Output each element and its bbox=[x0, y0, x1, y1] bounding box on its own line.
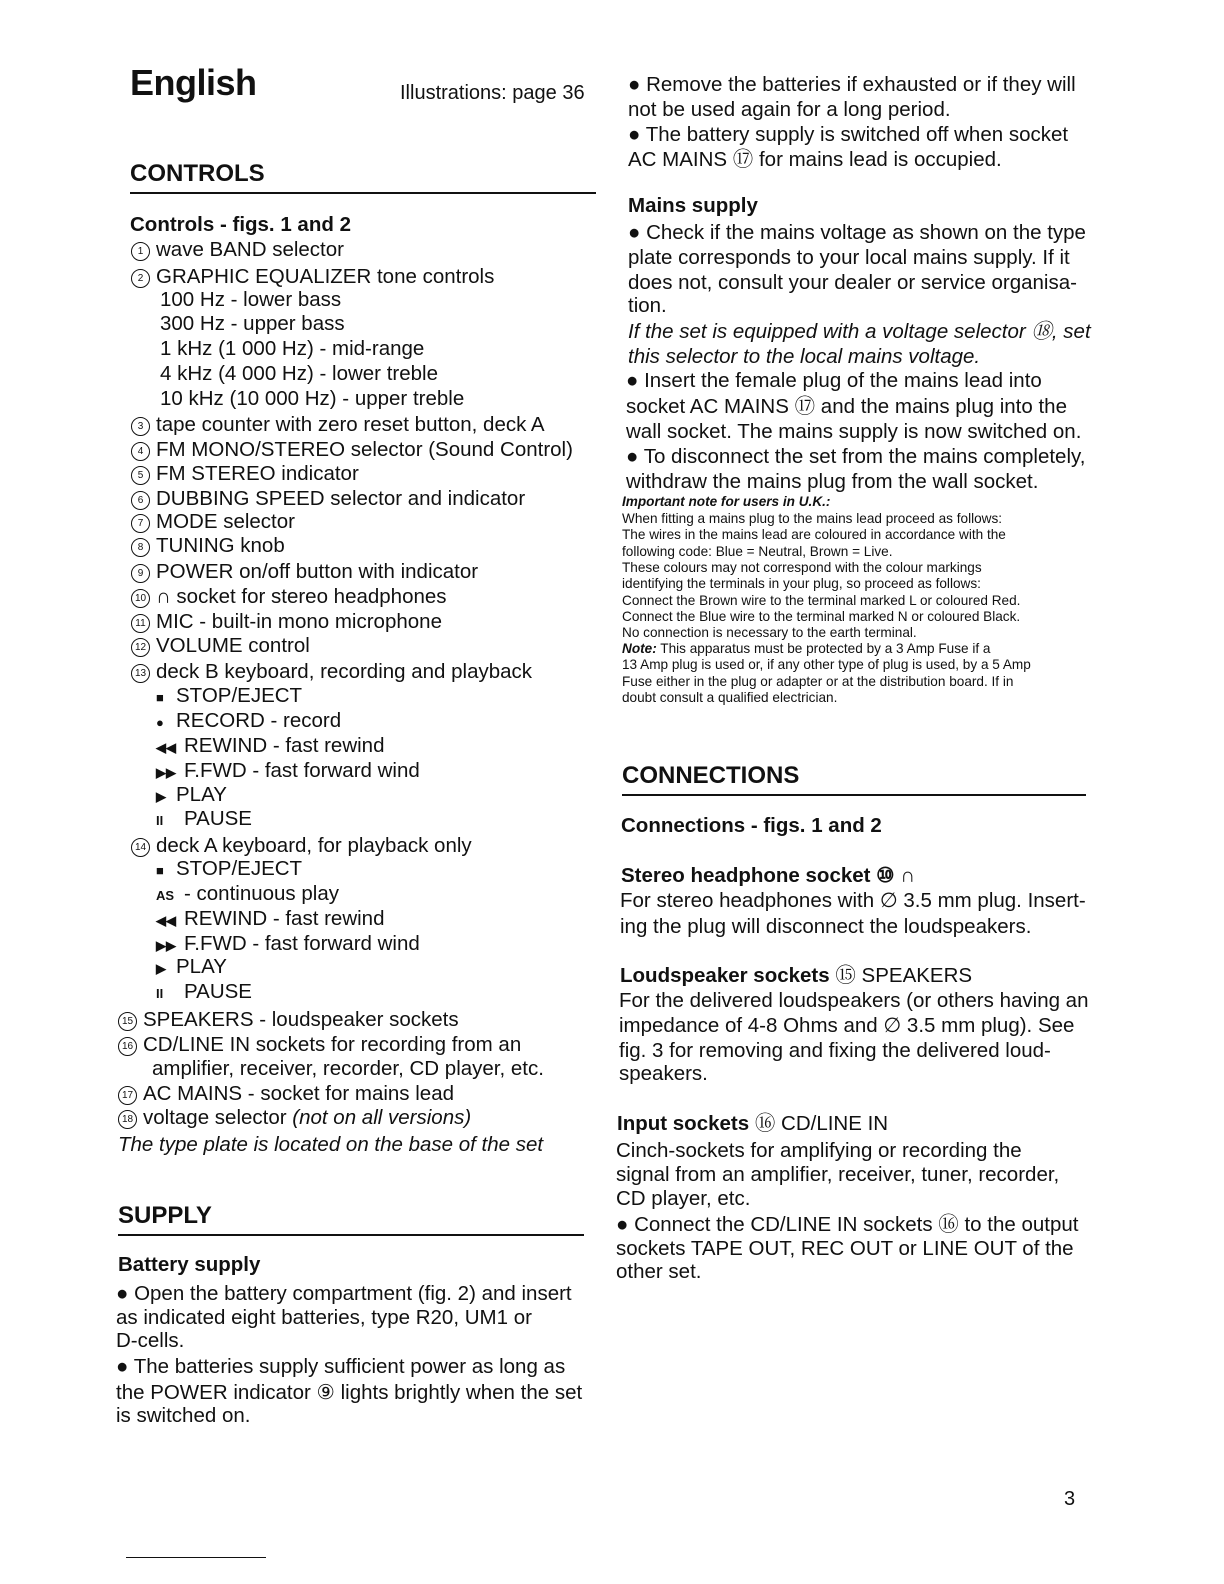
item-number-badge: 9 bbox=[131, 564, 150, 583]
page-number: 3 bbox=[1064, 1488, 1076, 1510]
eq-band-item: 4 kHz (4 000 Hz) - lower treble bbox=[160, 362, 438, 385]
loudspeaker-text-line: speakers. bbox=[619, 1062, 708, 1085]
keyboard-item bbox=[156, 881, 339, 908]
headphone-socket-heading: Stereo headphone socket ⑩ ∩ bbox=[621, 864, 916, 887]
headphone-text-line: ing the plug will disconnect the loudspeakers. bbox=[620, 915, 1032, 938]
control-item bbox=[131, 659, 532, 684]
input-heading-bold: Input sockets bbox=[617, 1112, 750, 1135]
key-symbol-icon: II bbox=[156, 813, 164, 828]
item-number-badge: 17 bbox=[118, 1086, 137, 1105]
input-sockets-heading bbox=[617, 1111, 888, 1136]
control-item bbox=[118, 1105, 471, 1130]
control-item-label: FM MONO/STEREO selector (Sound Control) bbox=[156, 438, 573, 461]
key-symbol-icon: II bbox=[156, 986, 164, 1001]
mains-text-line: does not, consult your dealer or service organisa- bbox=[628, 271, 1077, 294]
item-number-badge: 6 bbox=[131, 491, 150, 510]
control-item bbox=[131, 559, 478, 584]
fuse-note bbox=[622, 641, 990, 657]
key-symbol-icon: ◀◀ bbox=[156, 913, 176, 928]
key-symbol-icon: ● bbox=[156, 715, 164, 730]
keyboard-item-label: - continuous play bbox=[184, 882, 339, 905]
mains-supply-heading: Mains supply bbox=[628, 194, 758, 217]
keyboard-item bbox=[156, 856, 302, 883]
keyboard-item bbox=[156, 733, 384, 760]
keyboard-item bbox=[156, 806, 252, 833]
battery-continued-line: AC MAINS ⑰ for mains lead is occupied. bbox=[628, 148, 1002, 171]
battery-continued-line: ● Remove the batteries if exhausted or if they will bbox=[628, 73, 1076, 96]
control-item bbox=[131, 633, 310, 658]
control-item-continued: amplifier, receiver, recorder, CD player, etc. bbox=[152, 1057, 544, 1080]
keyboard-item-label: F.FWD - fast forward wind bbox=[184, 932, 420, 955]
input-text-line: ● Connect the CD/LINE IN sockets ⑯ to the output bbox=[616, 1213, 1079, 1236]
item-number-badge: 14 bbox=[131, 838, 150, 857]
control-item bbox=[131, 437, 573, 462]
control-item bbox=[131, 461, 359, 486]
fuse-note-line: Fuse either in the plug or adapter or at the distribution board. If in bbox=[622, 673, 1014, 689]
key-symbol-icon: ▶ bbox=[156, 961, 166, 976]
headphone-text-line: For stereo headphones with ∅ 3.5 mm plug. Insert- bbox=[620, 889, 1086, 912]
mains-text-line: socket AC MAINS ⑰ and the mains plug into the bbox=[626, 395, 1067, 418]
key-symbol-icon: AS bbox=[156, 888, 175, 903]
control-item-label: SPEAKERS - loudspeaker sockets bbox=[143, 1008, 459, 1031]
control-item bbox=[131, 609, 442, 634]
uk-note-line: Connect the Brown wire to the terminal marked L or coloured Red. bbox=[622, 592, 1021, 608]
input-text-line: sockets TAPE OUT, REC OUT or LINE OUT of the bbox=[616, 1237, 1074, 1260]
controls-subheading: Controls - figs. 1 and 2 bbox=[130, 213, 351, 236]
control-item bbox=[131, 264, 494, 289]
battery-continued-line: ● The battery supply is switched off when socket bbox=[628, 123, 1069, 146]
control-item-label: deck B keyboard, recording and playback bbox=[156, 660, 533, 683]
mains-text-line: withdraw the mains plug from the wall socket. bbox=[626, 470, 1039, 493]
item-number-badge: 4 bbox=[131, 442, 150, 461]
voltage-selector-note: this selector to the local mains voltage. bbox=[628, 345, 981, 368]
control-item-label: GRAPHIC EQUALIZER tone controls bbox=[156, 265, 495, 288]
item-number-badge: 18 bbox=[118, 1110, 137, 1129]
input-text-line: signal from an amplifier, receiver, tuner, recorder, bbox=[616, 1163, 1060, 1186]
fuse-note-line: 13 Amp plug is used or, if any other type of plug is used, by a 5 Amp bbox=[622, 657, 1031, 673]
control-item bbox=[118, 1032, 521, 1057]
uk-note-line: When fitting a mains plug to the mains lead proceed as follows: bbox=[622, 511, 1003, 526]
input-text-line: other set. bbox=[616, 1260, 702, 1283]
eq-band-item: 1 kHz (1 000 Hz) - mid-range bbox=[160, 337, 425, 360]
item-number-badge: 5 bbox=[131, 466, 150, 485]
mains-text-line: ● To disconnect the set from the mains completely, bbox=[626, 445, 1086, 468]
control-item bbox=[131, 509, 295, 534]
key-symbol-icon: ■ bbox=[156, 690, 164, 705]
item-number-badge: 3 bbox=[131, 417, 150, 436]
note-line-1: This apparatus must be protected by a 3 Amp Fuse if a bbox=[656, 641, 991, 656]
eq-band-item: 10 kHz (10 000 Hz) - upper treble bbox=[160, 387, 465, 410]
item-number-badge: 13 bbox=[131, 664, 150, 683]
mains-text-line: wall socket. The mains supply is now switched on. bbox=[626, 420, 1082, 443]
uk-note-line: The wires in the mains lead are coloured in accordance with the bbox=[622, 527, 1006, 543]
control-item bbox=[131, 486, 525, 511]
mains-text-line: plate corresponds to your local mains supply. If it bbox=[628, 246, 1070, 269]
keyboard-item-label: PLAY bbox=[176, 783, 227, 806]
control-item-label: CD/LINE IN sockets for recording from an bbox=[143, 1033, 522, 1056]
control-item bbox=[131, 584, 447, 609]
key-symbol-icon: ▶ bbox=[156, 789, 166, 804]
controls-heading: CONTROLS bbox=[130, 160, 596, 194]
uk-note-line: These colours may not correspond with the colour markings bbox=[622, 559, 982, 575]
item-number-badge: 15 bbox=[118, 1012, 137, 1031]
loudspeaker-text-line: impedance of 4-8 Ohms and ∅ 3.5 mm plug). See bbox=[619, 1014, 1075, 1037]
control-item-label: AC MAINS - socket for mains lead bbox=[143, 1082, 455, 1105]
illustrations-reference: Illustrations: page 36 bbox=[400, 82, 585, 104]
loudspeaker-heading-tail: ⑮ SPEAKERS bbox=[829, 964, 973, 987]
control-item-label: FM STEREO indicator bbox=[156, 462, 359, 485]
item-number-badge: 1 bbox=[131, 242, 150, 261]
item-number-badge: 8 bbox=[131, 538, 150, 557]
uk-note-line: No connection is necessary to the earth terminal. bbox=[622, 625, 917, 641]
page-title: English bbox=[130, 62, 257, 103]
battery-text-line: ● Open the battery compartment (fig. 2) and insert bbox=[116, 1282, 572, 1305]
keyboard-item-label: REWIND - fast rewind bbox=[184, 907, 385, 930]
item-number-badge: 12 bbox=[131, 638, 150, 657]
keyboard-item bbox=[156, 758, 420, 785]
input-heading-tail: ⑯ CD/LINE IN bbox=[749, 1112, 889, 1135]
supply-heading: SUPPLY bbox=[118, 1202, 584, 1236]
loudspeaker-heading-bold: Loudspeaker sockets bbox=[620, 964, 830, 987]
uk-note-heading: Important note for users in U.K.: bbox=[622, 494, 831, 509]
control-item-note: (not on all versions) bbox=[292, 1106, 472, 1129]
control-item-label: deck A keyboard, for playback only bbox=[156, 834, 472, 857]
keyboard-item bbox=[156, 708, 341, 735]
keyboard-item-label: STOP/EJECT bbox=[176, 684, 303, 707]
control-item bbox=[131, 833, 472, 858]
control-item bbox=[131, 533, 285, 558]
control-item-label: POWER on/off button with indicator bbox=[156, 560, 479, 583]
connections-subheading: Connections - figs. 1 and 2 bbox=[621, 814, 882, 837]
keyboard-item bbox=[156, 683, 302, 710]
loudspeaker-sockets-heading bbox=[620, 963, 972, 988]
key-symbol-icon: ◀◀ bbox=[156, 740, 176, 755]
battery-text-line: the POWER indicator ⑨ lights brightly when the set bbox=[116, 1381, 583, 1404]
keyboard-item-label: PAUSE bbox=[184, 980, 252, 1003]
keyboard-item bbox=[156, 906, 384, 933]
uk-note-line: Connect the Blue wire to the terminal marked N or coloured Black. bbox=[622, 608, 1021, 624]
keyboard-item-label: PLAY bbox=[176, 955, 227, 978]
connections-heading: CONNECTIONS bbox=[622, 762, 1086, 796]
uk-note-line: following code: Blue = Neutral, Brown = Live. bbox=[622, 543, 893, 559]
control-item-label: voltage selector bbox=[143, 1106, 293, 1129]
keyboard-item-label: RECORD - record bbox=[176, 709, 342, 732]
battery-text-line: ● The batteries supply sufficient power as long as bbox=[116, 1355, 566, 1378]
battery-text-line: D-cells. bbox=[116, 1329, 185, 1352]
control-item-label: ∩ socket for stereo headphones bbox=[156, 585, 447, 608]
input-text-line: CD player, etc. bbox=[616, 1187, 751, 1210]
uk-note-line: identifying the terminals in your plug, so proceed as follows: bbox=[622, 576, 981, 592]
control-item-label: tape counter with zero reset button, deck A bbox=[156, 413, 545, 436]
control-item-label: MODE selector bbox=[156, 510, 295, 533]
keyboard-item bbox=[156, 979, 252, 1006]
loudspeaker-text-line: fig. 3 for removing and fixing the delivered loud- bbox=[619, 1039, 1051, 1062]
item-number-badge: 16 bbox=[118, 1037, 137, 1056]
fuse-note-line: doubt consult a qualified electrician. bbox=[622, 689, 838, 705]
item-number-badge: 10 bbox=[131, 589, 150, 608]
control-item-label: wave BAND selector bbox=[156, 238, 344, 261]
key-symbol-icon: ■ bbox=[156, 863, 164, 878]
battery-continued-line: not be used again for a long period. bbox=[628, 98, 951, 121]
control-item bbox=[118, 1081, 454, 1106]
note-label: Note: bbox=[622, 641, 657, 656]
item-number-badge: 11 bbox=[131, 614, 150, 633]
keyboard-item-label: F.FWD - fast forward wind bbox=[184, 759, 420, 782]
input-text-line: Cinch-sockets for amplifying or recording the bbox=[616, 1139, 1022, 1162]
keyboard-item bbox=[156, 782, 227, 809]
battery-text-line: is switched on. bbox=[116, 1404, 251, 1427]
control-item-label: TUNING knob bbox=[156, 534, 285, 557]
control-item-label: DUBBING SPEED selector and indicator bbox=[156, 487, 526, 510]
eq-band-item: 300 Hz - upper bass bbox=[160, 312, 345, 335]
keyboard-item-label: REWIND - fast rewind bbox=[184, 734, 385, 757]
item-number-badge: 7 bbox=[131, 514, 150, 533]
control-item-label: MIC - built-in mono microphone bbox=[156, 610, 442, 633]
mains-text-line: ● Insert the female plug of the mains lead into bbox=[626, 369, 1042, 392]
mains-text-line: ● Check if the mains voltage as shown on the type bbox=[628, 221, 1086, 244]
key-symbol-icon: ▶▶ bbox=[156, 765, 176, 780]
control-item bbox=[131, 412, 545, 437]
keyboard-item-label: PAUSE bbox=[184, 807, 252, 830]
control-item bbox=[131, 237, 344, 262]
item-number-badge: 2 bbox=[131, 269, 150, 288]
mains-text-line: tion. bbox=[628, 294, 667, 317]
control-item-label: VOLUME control bbox=[156, 634, 310, 657]
keyboard-item bbox=[156, 954, 227, 981]
loudspeaker-text-line: For the delivered loudspeakers (or others having an bbox=[619, 989, 1089, 1012]
control-item bbox=[118, 1007, 459, 1032]
battery-supply-heading: Battery supply bbox=[118, 1253, 261, 1276]
type-plate-note: The type plate is located on the base of the set bbox=[118, 1133, 544, 1156]
voltage-selector-note: If the set is equipped with a voltage selector ⑱, set bbox=[628, 320, 1091, 343]
eq-band-item: 100 Hz - lower bass bbox=[160, 288, 342, 311]
footer-rule bbox=[126, 1557, 266, 1558]
battery-text-line: as indicated eight batteries, type R20, UM1 or bbox=[116, 1306, 532, 1329]
keyboard-item-label: STOP/EJECT bbox=[176, 857, 303, 880]
key-symbol-icon: ▶▶ bbox=[156, 938, 176, 953]
